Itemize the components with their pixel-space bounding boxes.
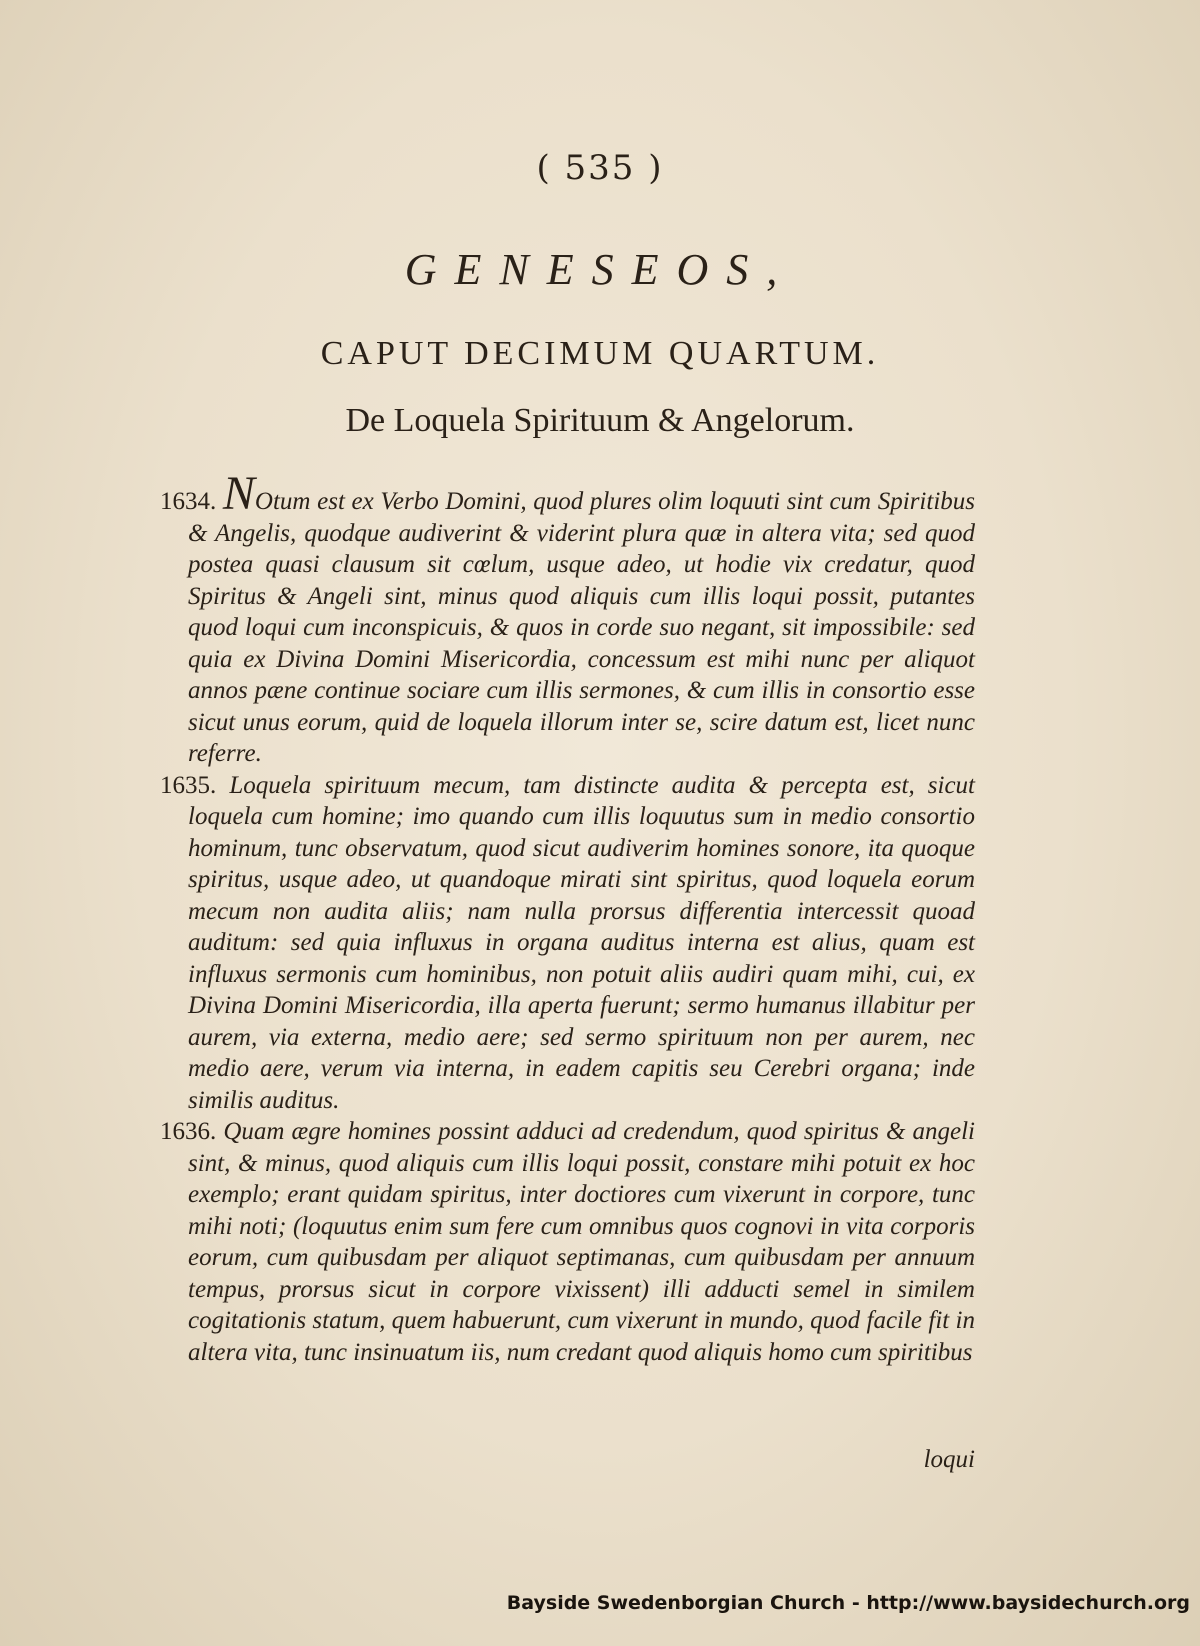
chapter-heading: CAPUT DECIMUM QUARTUM. — [320, 335, 880, 372]
catchword: loqui — [923, 1446, 975, 1473]
section-subtitle: De Loquela Spirituum & Angelorum. — [345, 402, 855, 439]
paragraph-text: Loquela spirituum mecum, tam distincte audita & percepta est, sicut loquela cum homine; imo quando cum illis loquutus sum in medio consortio hominum, tunc observatum, quod sicut audiverim homines sonore, ita quoque spiritus, usque adeo, ut quandoque mirati sint spiritus, quod loquela eorum mecum non audita aliis; nam nulla prorsus differentia intercessit quoad auditum: sed quia influxus in organa auditus interna est alius, quam est influxus sermonis cum hominibus, non potuit aliis audiri quam mihi, cui, ex Divina Domini Misericordia, illa aperta fuerunt; sermo humanus illabitur per aurem, via externa, medio aere; sed sermo spirituum non per aurem, nec medio aere, verum via interna, in eadem capitis seu Cerebri organa; inde similis auditus. — [188, 771, 975, 1114]
book-title: GENESEOS, — [404, 245, 796, 294]
page-number: ( 535 ) — [536, 148, 664, 188]
paragraph-text: Otum est ex Verbo Domini, quod plures olim loquuti sint cum Spiritibus & Angelis, quodque audiverint & viderint plura quæ in altera vita; sed quod postea quasi clausum sit cœlum, usque adeo, ut hodie vix credatur, quod Spiritus & Angeli sint, minus quod aliquis cum illis loqui possit, putantes quod loqui cum inconspicuis, & quos in corde suo negant, sit impossibile: sed quia ex Divina Domini Misericordia, concessum est mihi nunc per aliquot annos pæne continue sociare cum illis sermones, & cum illis in consortio esse sicut unus eorum, quid de loquela illorum inter se, scire datum est, licet nunc referre. — [188, 488, 976, 767]
body-text — [160, 467, 976, 1368]
paragraph-number: 1634. — [160, 488, 217, 515]
paragraph-number: 1635. — [160, 771, 217, 799]
source-watermark: Bayside Swedenborgian Church - http://www.baysidechurch.org — [506, 1592, 1190, 1614]
paragraph-text: Quam ægre homines possint adduci ad credendum, quod spiritus & angeli sint, & minus, quod aliquis cum illis loqui possit, constare mihi potuit ex hoc exemplo; erant quidam spiritus, inter doctiores cum vixerunt in corpore, tunc mihi noti; (loquutus enim sum fere cum omnibus quos cognovi in vita corporis eorum, cum quibusdam per aliquot septimanas, cum quibusdam per annuum tempus, prorsus sicut in corpore vixissent) illi adducti semel in similem cogitationis statum, quem habuerunt, cum vixerunt in mundo, quod facile fit in altera vita, tunc insinuatum iis, num credant quod aliquis homo cum spiritibus — [188, 1118, 976, 1366]
drop-cap: N — [222, 467, 255, 520]
paragraph-1636 — [160, 1116, 976, 1368]
paragraph-1634 — [160, 467, 976, 770]
paragraph-number: 1636. — [160, 1118, 217, 1145]
paragraph-1635 — [160, 770, 975, 1117]
